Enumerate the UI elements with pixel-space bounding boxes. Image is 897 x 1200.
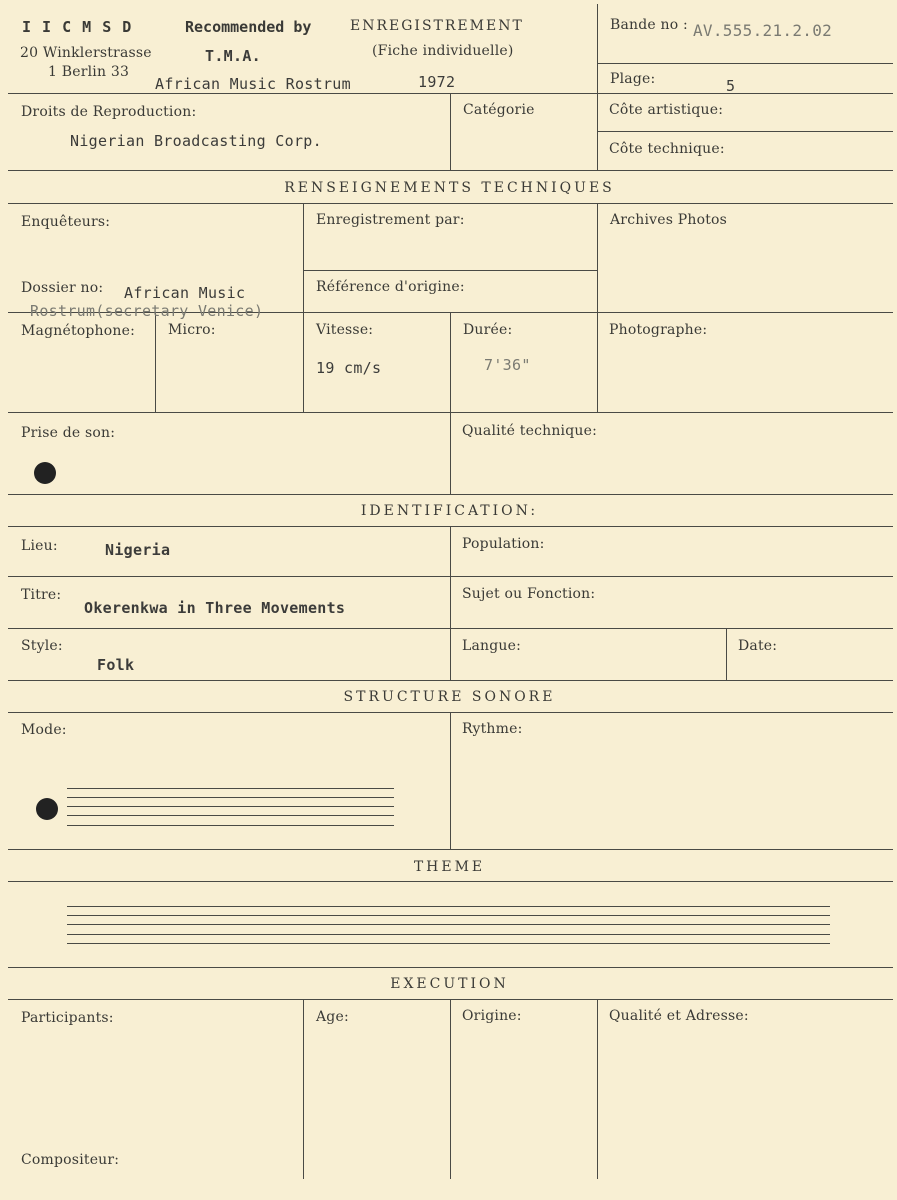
duree-value: 7'36" — [484, 356, 531, 374]
enregistrement-par-label: Enregistrement par: — [316, 212, 465, 228]
rule — [8, 967, 893, 968]
population-label: Population: — [462, 536, 545, 552]
duree-label: Durée: — [463, 322, 513, 338]
section-title-technical: RENSEIGNEMENTS TECHNIQUES — [284, 180, 615, 196]
rule — [8, 881, 893, 882]
section-title-execution: EXECUTION — [390, 976, 509, 992]
plage-label: Plage: — [610, 71, 656, 87]
rule — [597, 4, 598, 170]
compositeur-label: Compositeur: — [21, 1152, 120, 1168]
lieu-value: Nigeria — [105, 541, 171, 559]
address-street: 20 Winklerstrasse — [20, 45, 152, 61]
rule — [8, 849, 893, 850]
qualite-technique-label: Qualité technique: — [462, 423, 598, 439]
dossier-value-line2: Rostrum(secretary Venice) — [30, 302, 264, 320]
form-title: ENREGISTREMENT — [350, 18, 524, 34]
bande-value: AV.555.21.2.02 — [693, 21, 833, 40]
titre-label: Titre: — [21, 587, 62, 603]
vitesse-label: Vitesse: — [316, 322, 374, 338]
program-value: African Music Rostrum — [155, 75, 351, 93]
rule — [450, 312, 451, 494]
rule — [8, 494, 893, 495]
sujet-label: Sujet ou Fonction: — [462, 586, 596, 602]
rule — [8, 203, 893, 204]
dossier-value-line1: African Music — [124, 284, 246, 302]
rule — [8, 680, 893, 681]
categorie-label: Catégorie — [463, 102, 535, 118]
rule — [597, 63, 893, 64]
rule — [450, 526, 451, 680]
rule — [450, 93, 451, 170]
rule — [155, 312, 156, 412]
punch-hole — [34, 462, 56, 484]
rule — [303, 270, 597, 271]
style-label: Style: — [21, 638, 63, 654]
titre-value: Okerenkwa in Three Movements — [84, 599, 346, 617]
age-label: Age: — [316, 1009, 349, 1025]
photographe-label: Photographe: — [609, 322, 708, 338]
plage-value: 5 — [726, 77, 736, 95]
cote-technique-label: Côte technique: — [609, 141, 725, 157]
mode-label: Mode: — [21, 722, 67, 738]
cote-artistique-label: Côte artistique: — [609, 102, 724, 118]
rule — [597, 999, 598, 1179]
rule — [8, 170, 893, 171]
origine-label: Origine: — [462, 1008, 522, 1024]
micro-label: Micro: — [168, 322, 216, 338]
droits-value: Nigerian Broadcasting Corp. — [70, 132, 322, 150]
enqueteurs-label: Enquêteurs: — [21, 214, 111, 230]
rule — [450, 712, 451, 849]
archives-photos-label: Archives Photos — [610, 212, 728, 228]
vitesse-value: 19 cm/s — [316, 359, 382, 377]
prise-de-son-label: Prise de son: — [21, 425, 116, 441]
address-city: 1 Berlin 33 — [48, 64, 130, 80]
rule — [303, 999, 304, 1179]
droits-label: Droits de Reproduction: — [21, 104, 197, 120]
rule — [450, 999, 451, 1179]
dossier-label: Dossier no: — [21, 280, 104, 296]
org-name: I I C M S D — [22, 18, 133, 36]
rythme-label: Rythme: — [462, 721, 523, 737]
form-subtitle: (Fiche individuelle) — [372, 43, 514, 59]
rule — [597, 131, 893, 132]
rule — [303, 203, 304, 412]
bande-label: Bande no : — [610, 17, 688, 33]
recommender-value: T.M.A. — [205, 47, 261, 65]
magnetophone-label: Magnétophone: — [21, 323, 136, 339]
qualite-adresse-label: Qualité et Adresse: — [609, 1008, 749, 1024]
punch-hole — [36, 798, 58, 820]
rule — [726, 628, 727, 680]
date-label: Date: — [738, 638, 778, 654]
langue-label: Langue: — [462, 638, 522, 654]
section-title-structure: STRUCTURE SONORE — [343, 689, 556, 705]
section-title-identification: IDENTIFICATION: — [360, 503, 539, 519]
style-value: Folk — [97, 656, 135, 674]
lieu-label: Lieu: — [21, 538, 58, 554]
reference-label: Référence d'origine: — [316, 279, 465, 295]
year-value: 1972 — [418, 73, 456, 91]
section-title-theme: THEME — [413, 859, 486, 875]
rule — [597, 203, 598, 412]
recommended-by-label: Recommended by — [185, 18, 312, 36]
participants-label: Participants: — [21, 1010, 114, 1026]
